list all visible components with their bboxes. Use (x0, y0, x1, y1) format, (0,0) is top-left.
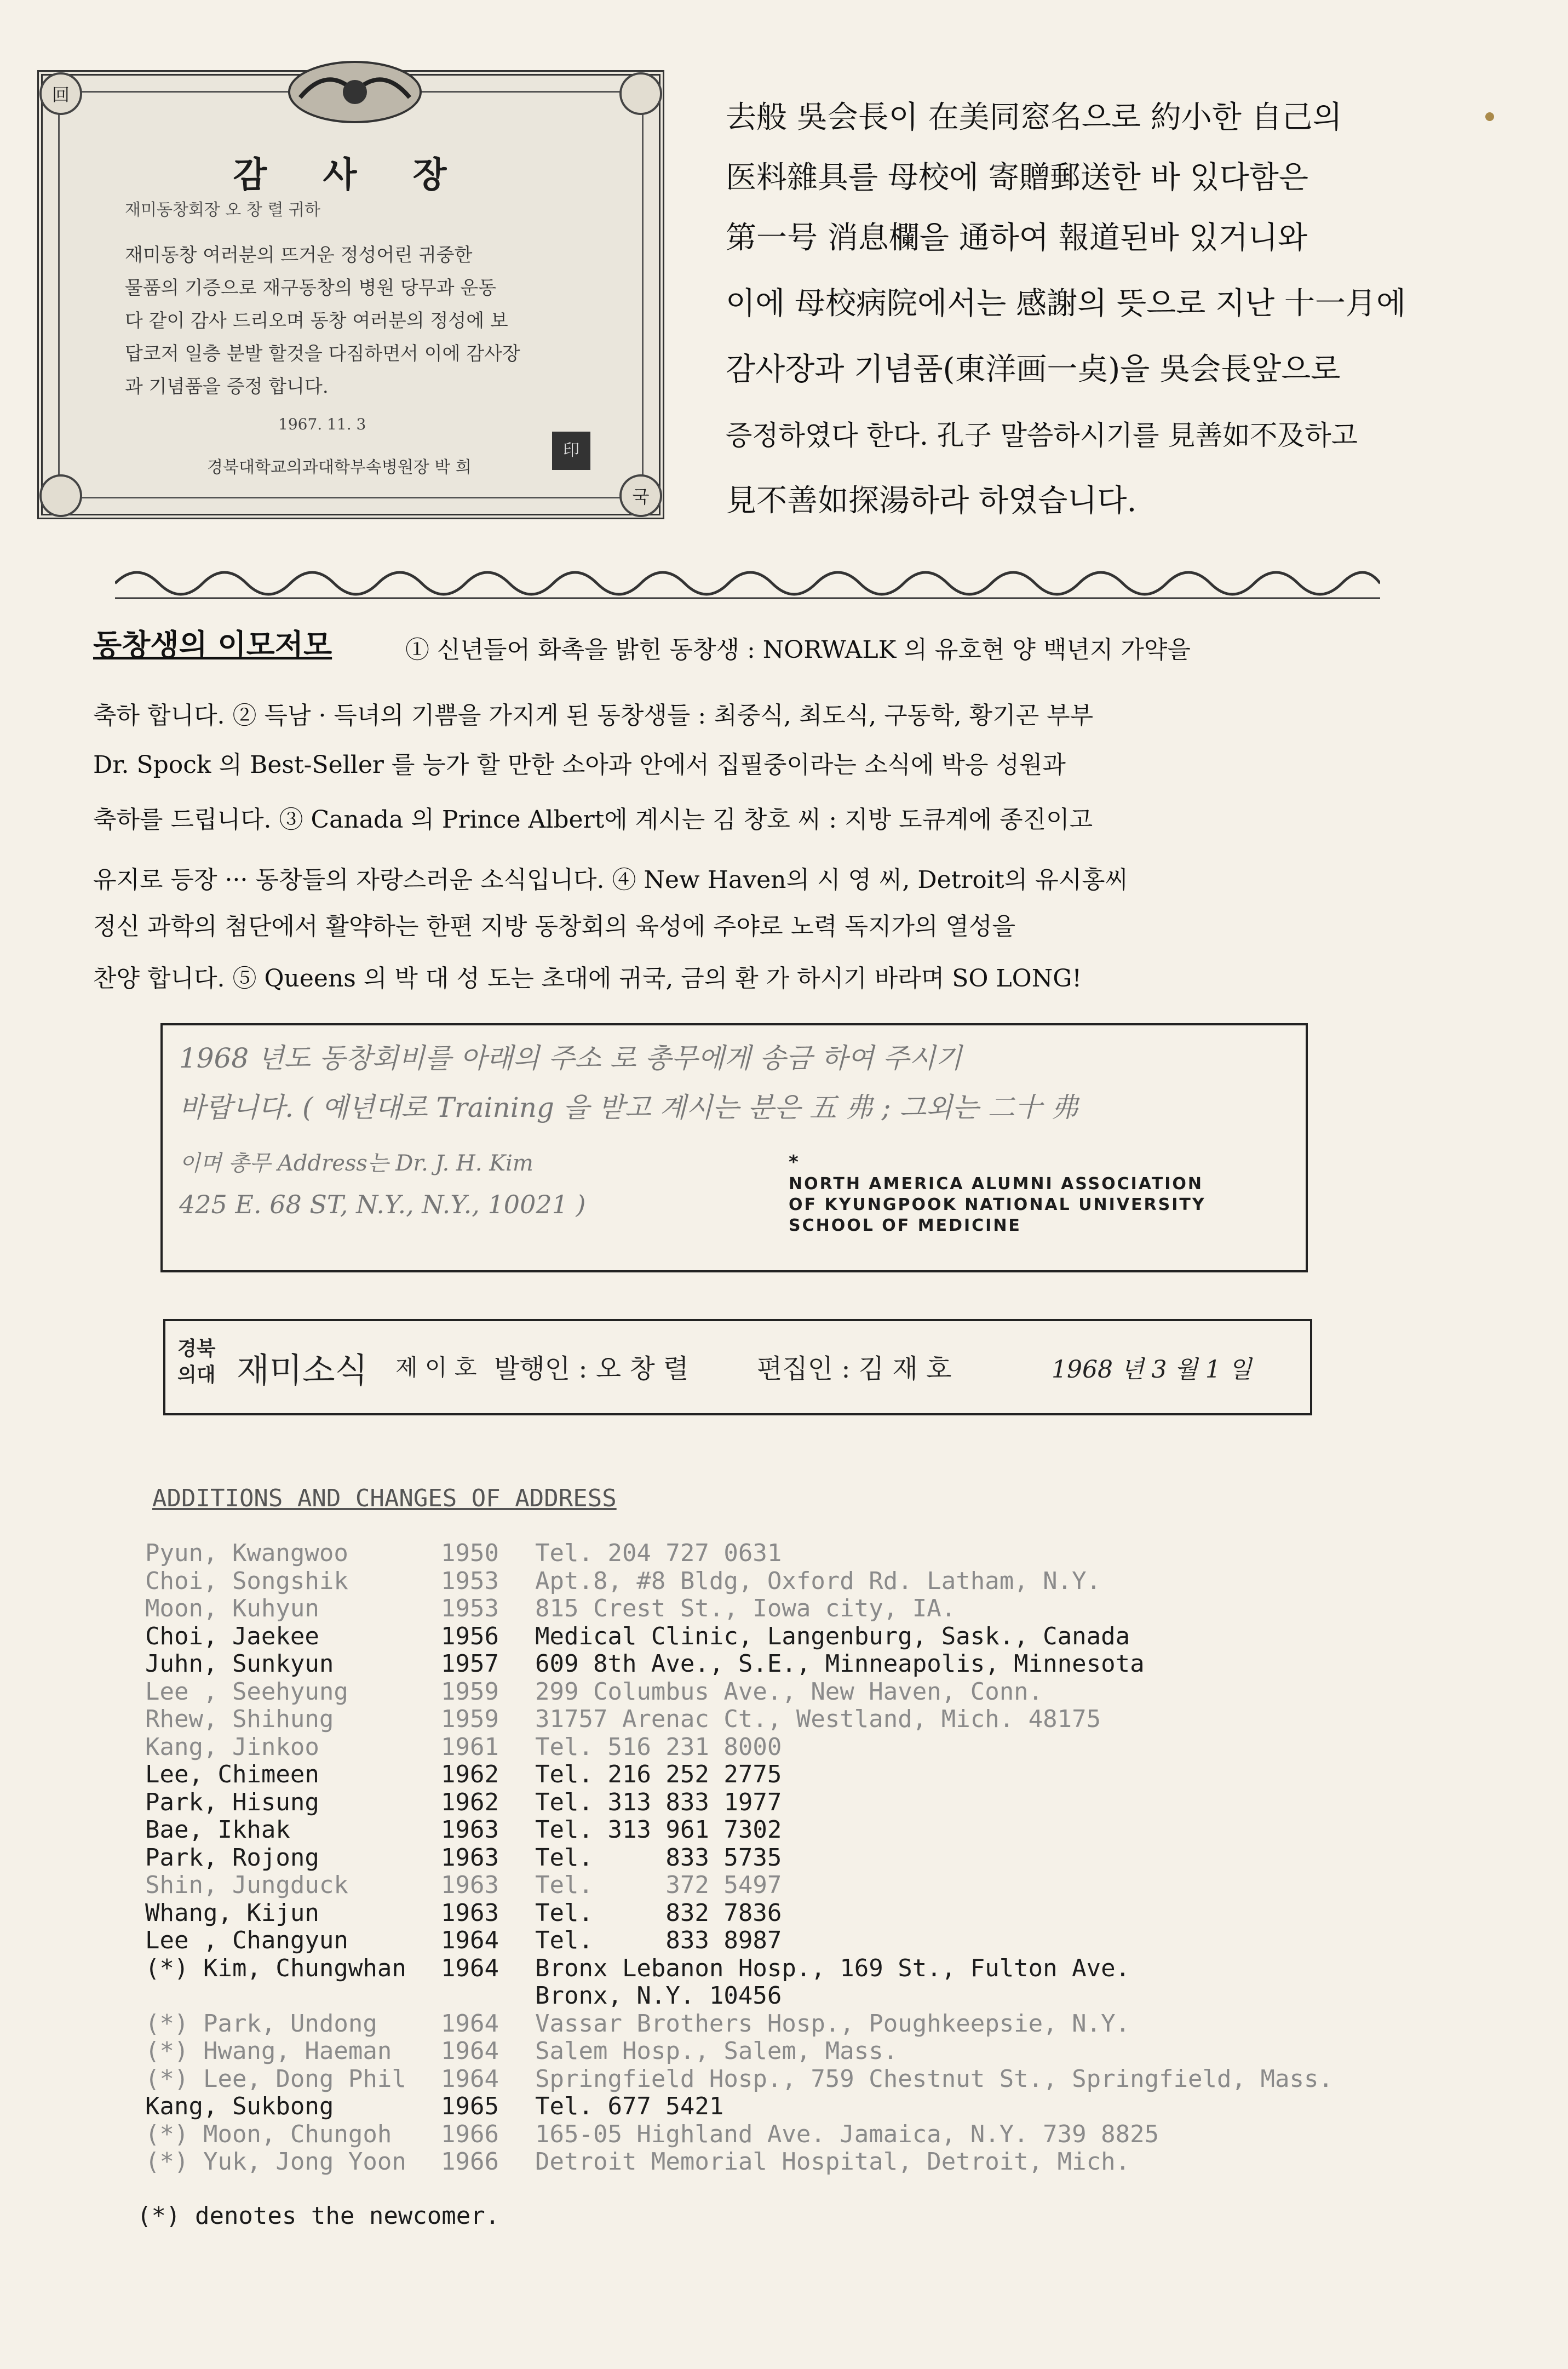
certificate-recipient: 재미동창회장 오 창 렬 귀하 (125, 200, 320, 220)
member-name: Juhn, Sunkyun (145, 1650, 334, 1678)
member-address: Tel. 832 7836 (535, 1899, 782, 1927)
member-name: Kang, Jinkoo (145, 1733, 319, 1761)
member-address: Tel. 313 833 1977 (535, 1788, 782, 1816)
member-address: Salem Hosp., Salem, Mass. (535, 2037, 898, 2065)
member-name: Pyun, Kwangwoo (145, 1539, 348, 1567)
graduation-year: 1964 (441, 1954, 499, 1982)
dues-line: 바랍니다. ( 예년대로 Training 을 받고 계시는 분은 五 弗 ; 그외는 二十 弗 (179, 1092, 1079, 1123)
news-line: Dr. Spock 의 Best-Seller 를 능가 할 만한 소아과 안에서 집필중이라는 소식에 박응 성원과 (93, 751, 1066, 779)
member-address: Tel. 516 231 8000 (535, 1733, 782, 1761)
phoenix-emblem-icon (278, 59, 432, 136)
member-name: (*) Hwang, Haeman (145, 2037, 392, 2065)
graduation-year: 1966 (441, 2120, 499, 2148)
member-address: Detroit Memorial Hospital, Detroit, Mich. (535, 2148, 1130, 2176)
member-name: Choi, Jaekee (145, 1622, 319, 1650)
graduation-year: 1964 (441, 1926, 499, 1954)
certificate-title: 감 사 장 (233, 154, 469, 196)
member-address: Tel. 372 5497 (535, 1871, 782, 1899)
corner-ornament: 국 (619, 474, 662, 517)
org-name-line: SCHOOL OF MEDICINE (789, 1216, 1021, 1235)
graduation-year: 1953 (441, 1567, 499, 1595)
member-name: Bae, Ikhak (145, 1816, 290, 1844)
intro-line: 이에 母校病院에서는 感謝의 뜻으로 지난 十一月에 (726, 286, 1406, 322)
member-address: Springfield Hosp., 759 Chestnut St., Springfield, Mass. (535, 2065, 1333, 2093)
member-address: Tel. 833 5735 (535, 1844, 782, 1872)
org-name-line: NORTH AMERICA ALUMNI ASSOCIATION (789, 1174, 1203, 1194)
graduation-year: 1950 (441, 1539, 499, 1567)
certificate-issuer: 경북대학교의과대학부속병원장 박 희 (207, 458, 472, 477)
certificate-body-line: 답코저 일층 분발 할것을 다짐하면서 이에 감사장 (125, 343, 520, 365)
corner-ornament: 回 (39, 72, 82, 115)
member-name: Moon, Kuhyun (145, 1594, 319, 1622)
newcomer-footnote: (*) denotes the newcomer. (137, 2202, 500, 2230)
wave-divider (115, 559, 1380, 608)
member-name: Kang, Sukbong (145, 2092, 334, 2120)
org-name-line: OF KYUNGPOOK NATIONAL UNIVERSITY (789, 1195, 1206, 1214)
member-name: (*) Park, Undong (145, 2010, 377, 2038)
member-name: (*) Yuk, Jong Yoon (145, 2148, 406, 2176)
dues-notice-box (160, 1023, 1308, 1272)
member-address: Vassar Brothers Hosp., Poughkeepsie, N.Y. (535, 2010, 1130, 2038)
member-name: Park, Hisung (145, 1788, 319, 1816)
certificate-body-line: 다 같이 감사 드리오며 동창 여러분의 정성에 보 (125, 310, 508, 332)
member-address: Medical Clinic, Langenburg, Sask., Canada (535, 1622, 1130, 1650)
news-line: ① 신년들어 화촉을 밝힌 동창생 : NORWALK 의 유호현 양 백년지 가약을 (405, 636, 1191, 664)
certificate-image (37, 70, 664, 519)
intro-line: 감사장과 기념품(東洋画一奌)을 吳会長앞으로 (726, 352, 1341, 387)
member-name: Lee , Seehyung (145, 1678, 348, 1706)
graduation-year: 1966 (441, 2148, 499, 2176)
graduation-year: 1963 (441, 1844, 499, 1872)
member-name: Park, Rojong (145, 1844, 319, 1872)
certificate-body-line: 과 기념품을 증정 합니다. (125, 376, 329, 398)
member-address: Bronx, N.Y. 10456 (535, 1982, 782, 2010)
member-address: Tel. 204 727 0631 (535, 1539, 782, 1567)
member-address: Apt.8, #8 Bldg, Oxford Rd. Latham, N.Y. (535, 1567, 1101, 1595)
graduation-year: 1957 (441, 1650, 499, 1678)
graduation-year: 1965 (441, 2092, 499, 2120)
issue-date: 1968 년 3 월 1 일 (1052, 1356, 1252, 1384)
certificate-body-line: 재미동창 여러분의 뜨거운 정성어린 귀중한 (125, 244, 473, 266)
certificate-date: 1967. 11. 3 (278, 415, 366, 433)
graduation-year: 1963 (441, 1816, 499, 1844)
member-address: 609 8th Ave., S.E., Minneapolis, Minnesota (535, 1650, 1145, 1678)
news-line: 축하를 드립니다. ③ Canada 의 Prince Albert에 계시는 김 창호 씨 : 지방 도큐계에 종진이고 (93, 806, 1093, 834)
member-address: Bronx Lebanon Hosp., 169 St., Fulton Ave. (535, 1954, 1130, 1982)
graduation-year: 1961 (441, 1733, 499, 1761)
address-section-heading: ADDITIONS AND CHANGES OF ADDRESS (152, 1484, 617, 1512)
dues-address: 425 E. 68 ST, N.Y., N.Y., 10021 ) (179, 1190, 586, 1219)
newsletter-title: 재미소식 (237, 1350, 368, 1390)
news-line: 찬양 합니다. ⑤ Queens 의 박 대 성 도는 초대에 귀국, 금의 환 가 하시기 바라며 SO LONG! (93, 965, 1082, 993)
member-name: (*) Kim, Chungwhan (145, 1954, 406, 1982)
news-line: 유지로 등장 ··· 동창들의 자랑스러운 소식입니다. ④ New Haven의 시 영 씨, Detroit의 유시홍씨 (93, 866, 1129, 894)
news-line: 정신 과학의 첨단에서 활약하는 한편 지방 동창회의 육성에 주야로 노력 독지가의 열성을 (93, 913, 1015, 940)
masthead-box (163, 1319, 1312, 1415)
seal-stamp-icon: 印 (552, 432, 590, 470)
member-name: Whang, Kijun (145, 1899, 319, 1927)
member-name: (*) Moon, Chungoh (145, 2120, 392, 2148)
graduation-year: 1962 (441, 1788, 499, 1816)
member-address: 299 Columbus Ave., New Haven, Conn. (535, 1678, 1043, 1706)
school-label: 의대 (177, 1363, 216, 1386)
member-address: Tel. 677 5421 (535, 2092, 724, 2120)
member-address: 165-05 Highland Ave. Jamaica, N.Y. 739 8825 (535, 2120, 1159, 2148)
member-name: Rhew, Shihung (145, 1705, 334, 1733)
member-address: 815 Crest St., Iowa city, IA. (535, 1594, 956, 1622)
graduation-year: 1962 (441, 1760, 499, 1788)
member-address: Tel. 833 8987 (535, 1926, 782, 1954)
editor: 편집인 : 김 재 호 (757, 1353, 952, 1384)
corner-ornament (619, 72, 662, 115)
member-name: Shin, Jungduck (145, 1871, 348, 1899)
member-name: Choi, Songshik (145, 1567, 348, 1595)
member-address: 31757 Arenac Ct., Westland, Mich. 48175 (535, 1705, 1101, 1733)
intro-line: 第一号 消息欄을 通하여 報道된바 있거니와 (726, 220, 1308, 256)
graduation-year: 1959 (441, 1705, 499, 1733)
org-mark: * (789, 1151, 800, 1173)
certificate-body-line: 물품의 기증으로 재구동창의 병원 당무과 운동 (125, 277, 497, 299)
ink-dot (1485, 112, 1494, 121)
dues-line: 1968 년도 동창회비를 아래의 주소 로 총무에게 송금 하여 주시기 (179, 1042, 962, 1074)
intro-line: 去般 吳会長이 在美同窓名으로 約小한 自己의 (726, 100, 1342, 135)
graduation-year: 1959 (441, 1678, 499, 1706)
graduation-year: 1964 (441, 2010, 499, 2038)
member-address: Tel. 313 961 7302 (535, 1816, 782, 1844)
dues-line: 이며 총무 Address는 Dr. J. H. Kim (179, 1151, 533, 1176)
graduation-year: 1963 (441, 1871, 499, 1899)
school-label: 경북 (177, 1337, 216, 1360)
intro-line: 見不善如探湯하라 하였습니다. (726, 483, 1137, 519)
member-address: Tel. 216 252 2775 (535, 1760, 782, 1788)
address-list (145, 1539, 1514, 2207)
intro-line: 医料雜具를 母校에 寄贈郵送한 바 있다함은 (726, 160, 1308, 196)
news-heading: 동창생의 이모저모 (93, 627, 332, 662)
news-line: 축하 합니다. ② 득남 · 득녀의 기쁨을 가지게 된 동창생들 : 최중식, 최도식, 구동학, 황기곤 부부 (93, 702, 1094, 730)
corner-ornament (39, 474, 82, 517)
member-name: Lee, Chimeen (145, 1760, 319, 1788)
intro-line: 증정하였다 한다. 孔子 말씀하시기를 見善如不及하고 (726, 420, 1358, 451)
publisher: 발행인 : 오 창 렬 (494, 1353, 689, 1384)
graduation-year: 1964 (441, 2065, 499, 2093)
graduation-year: 1963 (441, 1899, 499, 1927)
issue-number: 제 이 호 (395, 1354, 477, 1381)
graduation-year: 1956 (441, 1622, 499, 1650)
member-name: (*) Lee, Dong Phil (145, 2065, 406, 2093)
graduation-year: 1964 (441, 2037, 499, 2065)
member-name: Lee , Changyun (145, 1926, 348, 1954)
graduation-year: 1953 (441, 1594, 499, 1622)
